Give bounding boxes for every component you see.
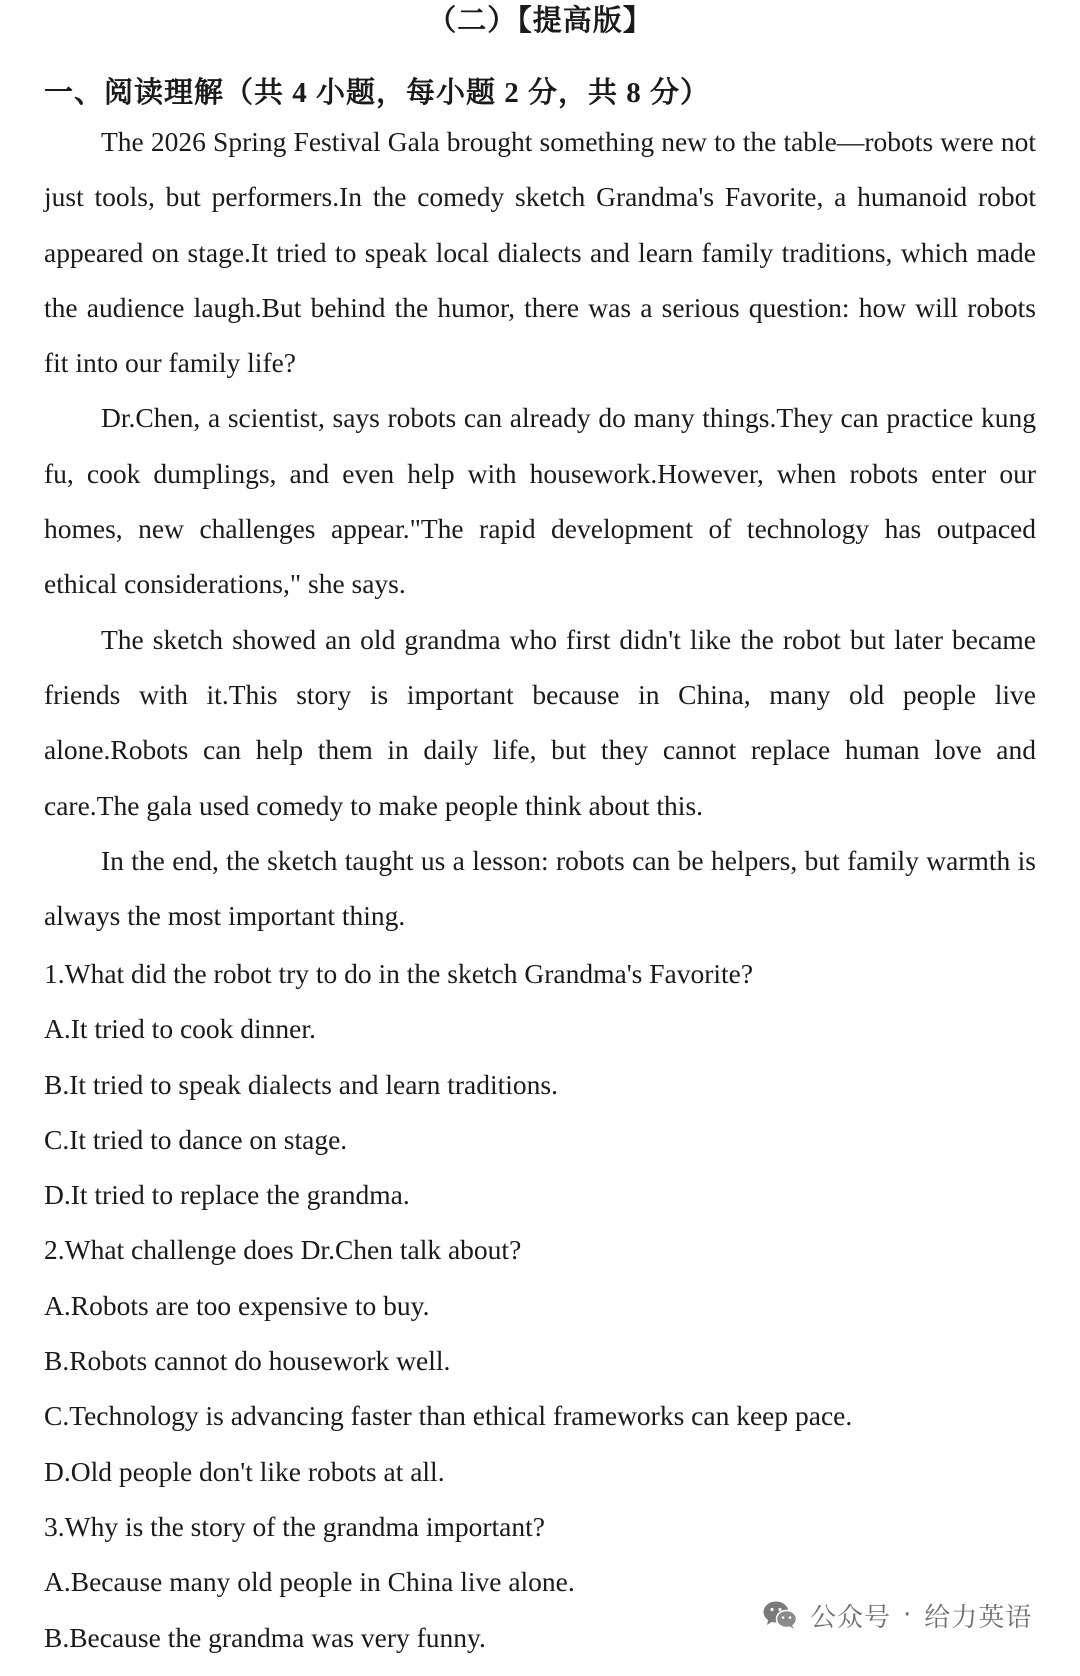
- watermark-account-label: 公众号: [810, 1602, 892, 1633]
- reading-passage: [44, 114, 1036, 943]
- answer-option: A.Because many old people in China live alone.: [44, 1566, 575, 1598]
- answer-option: D.It tried to replace the grandma.: [44, 1179, 410, 1211]
- answer-option: B.Because the grandma was very funny.: [44, 1621, 486, 1653]
- passage-paragraph: In the end, the sketch taught us a lesson: robots can be helpers, but family warmth is always the most important thing.: [44, 844, 1036, 932]
- question-list: [44, 946, 1036, 1665]
- question-stem: 1.What did the robot try to do in the sketch Grandma's Favorite?: [44, 958, 754, 989]
- watermark-separator: ·: [903, 1600, 913, 1630]
- answer-option: C.Technology is advancing faster than ethical frameworks can keep pace.: [44, 1400, 853, 1432]
- question-stem: 3.Why is the story of the grandma important?: [44, 1510, 545, 1542]
- answer-option: B.Robots cannot do housework well.: [44, 1345, 451, 1377]
- page-title: （二）【提高版】: [427, 5, 653, 37]
- answer-option: B.It tried to speak dialects and learn traditions.: [44, 1068, 558, 1100]
- wechat-icon: [762, 1599, 798, 1631]
- watermark: [762, 1594, 1032, 1636]
- passage-paragraph: Dr.Chen, a scientist, says robots can already do many things.They can practice kung fu, cook dumplings, and even help with housework.However, when robots enter our homes, new challenges appear."The rapid development of technology has outpaced ethical considerations," she says.: [44, 402, 1036, 600]
- question-stem: 2.What challenge does Dr.Chen talk about?: [44, 1234, 522, 1266]
- answer-option: D.Old people don't like robots at all.: [44, 1455, 445, 1487]
- answer-option: A.Robots are too expensive to buy.: [44, 1289, 430, 1321]
- answer-option: A.It tried to cook dinner.: [44, 1013, 316, 1045]
- passage-paragraph: The sketch showed an old grandma who first didn't like the robot but later became friends with it.This story is important because in China, many old people live alone.Robots can help them in daily life, but they cannot replace human love and care.The gala used comedy to make people think about this.: [44, 623, 1036, 821]
- section-heading: 一、阅读理解（共 4 小题，每小题 2 分，共 8 分）: [44, 77, 711, 109]
- watermark-account-name: 给力英语: [924, 1602, 1033, 1633]
- passage-paragraph: The 2026 Spring Festival Gala brought something new to the table—robots were not just tools, but performers.In the comedy sketch Grandma's Favorite, a humanoid robot appeared on stage.It tried to speak local dialects and learn family traditions, which made the audience laugh.But behind the humor, there was a serious question: how will robots fit into our family life?: [44, 126, 1036, 379]
- answer-option: C.It tried to dance on stage.: [44, 1123, 348, 1155]
